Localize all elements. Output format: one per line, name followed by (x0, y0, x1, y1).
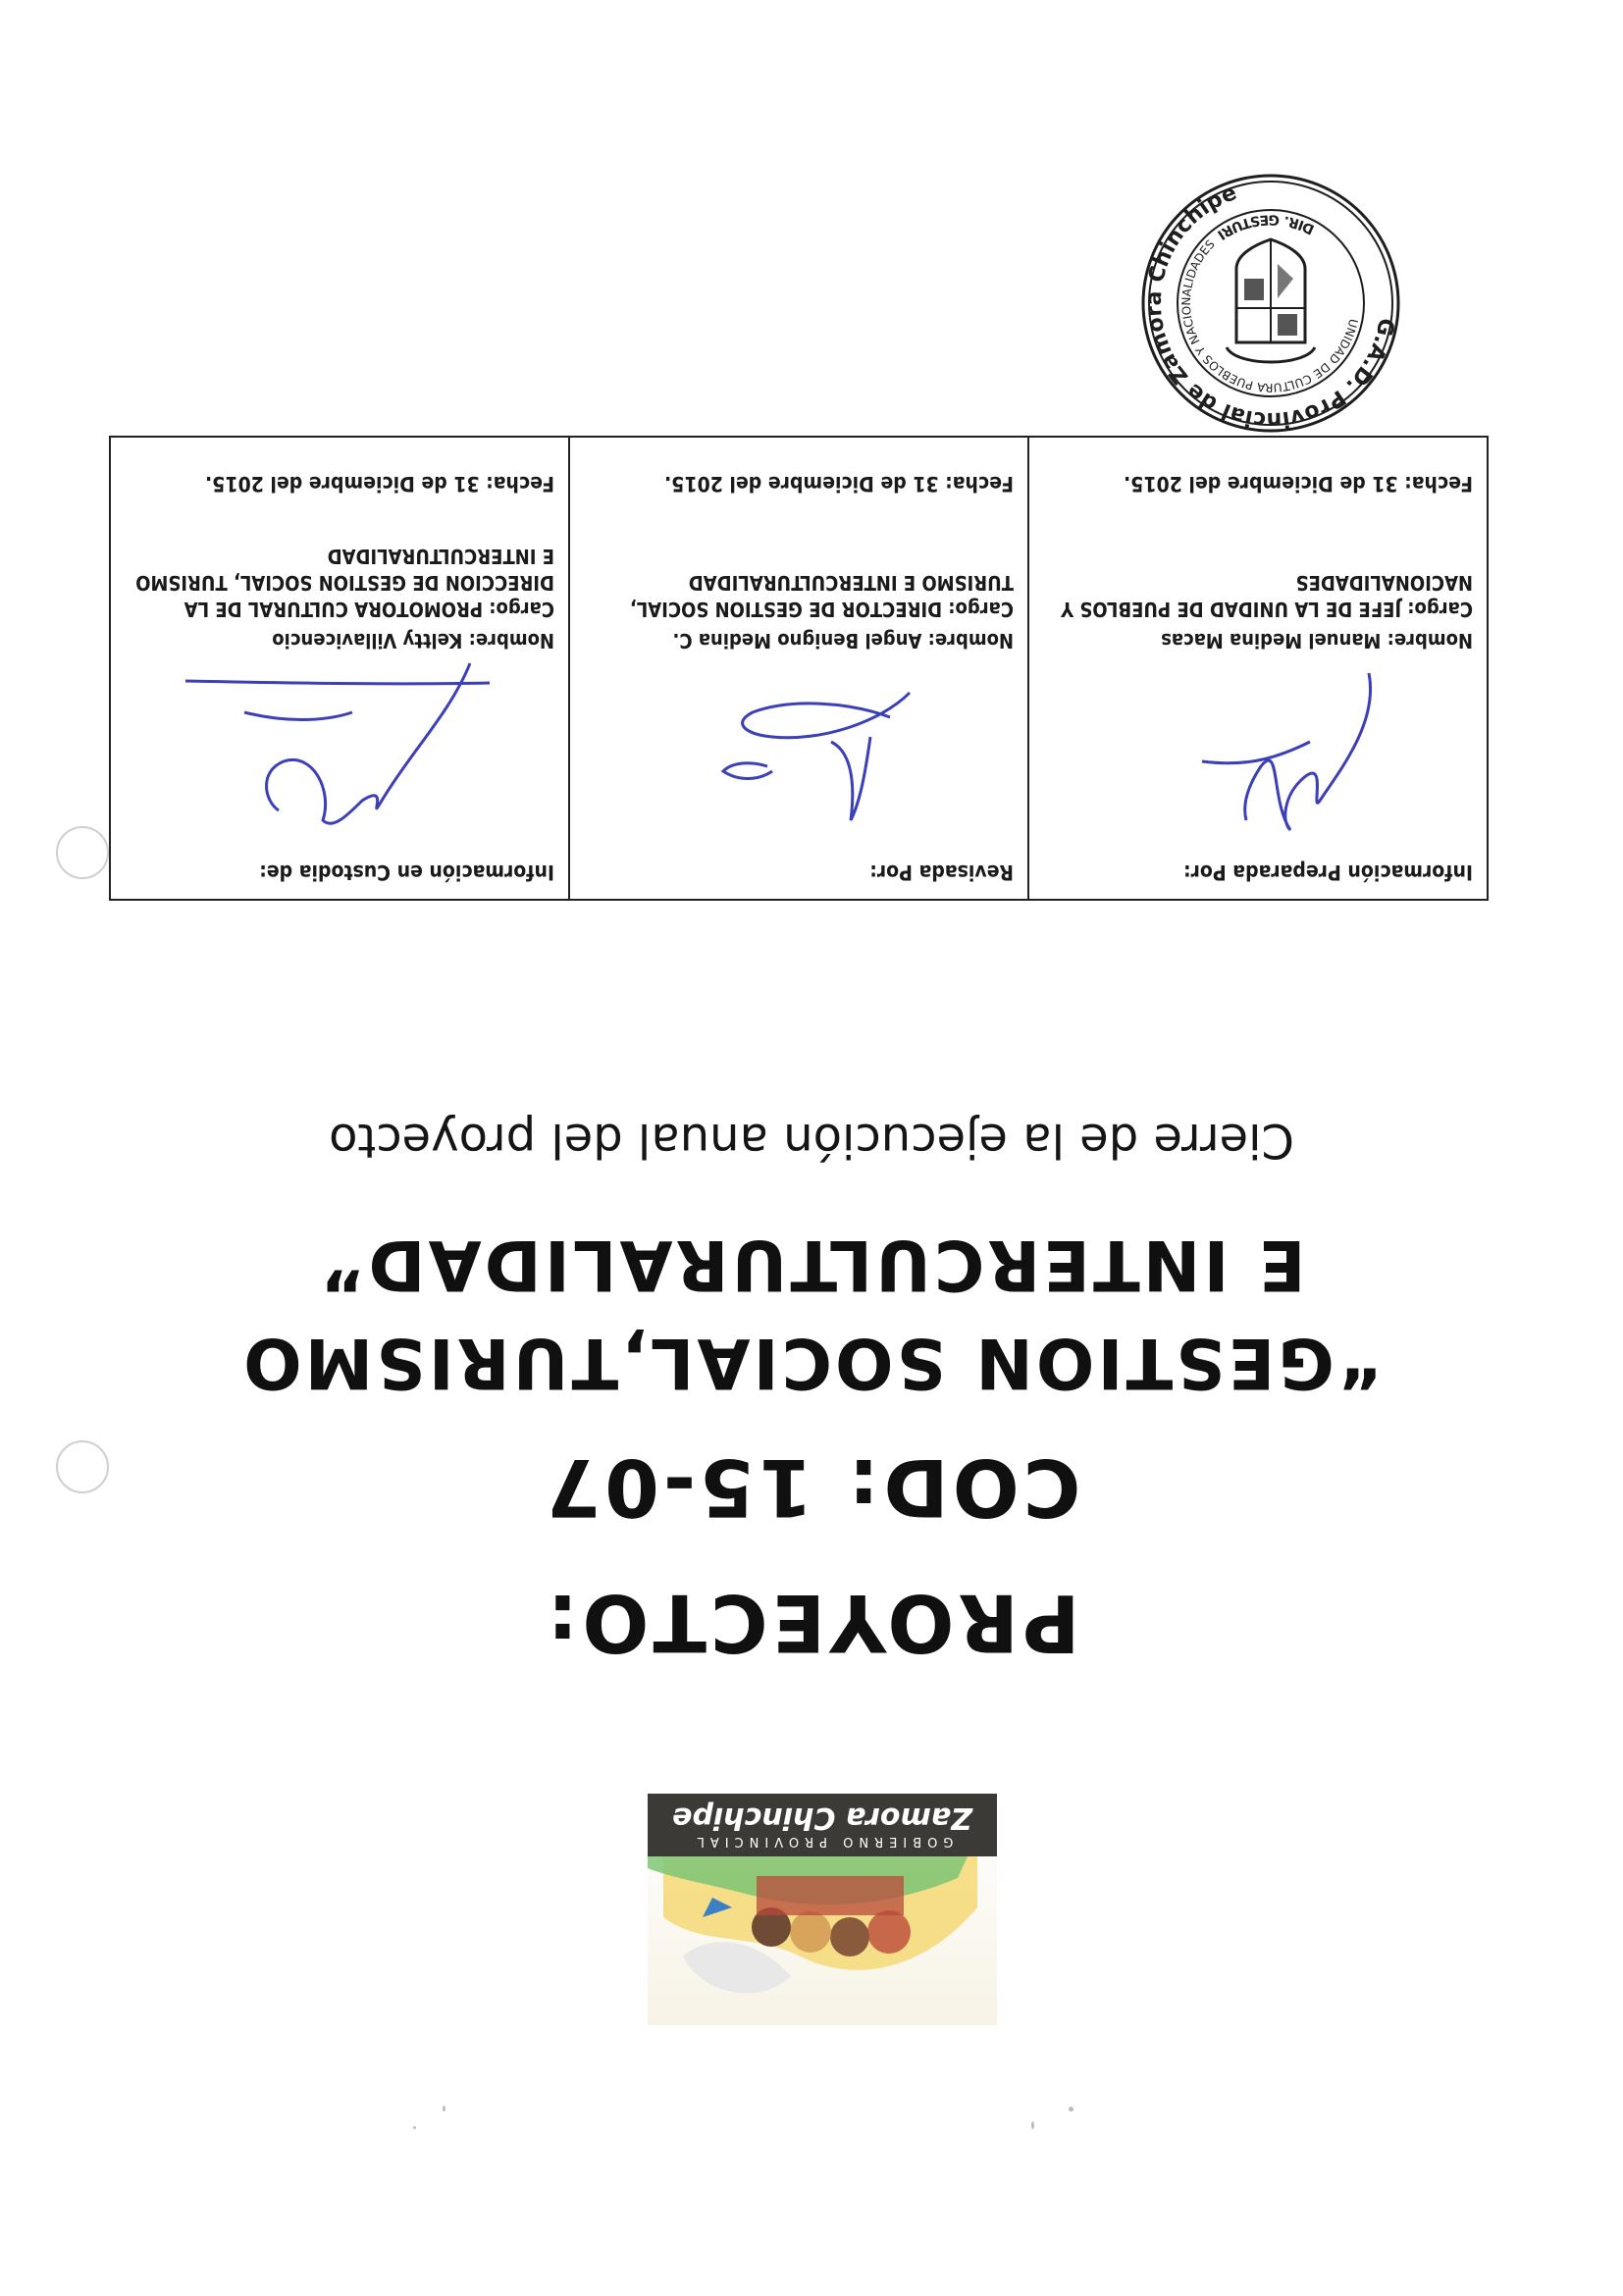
signer-name: Nombre: Manuel Medina Macas (1161, 629, 1473, 652)
handwritten-signature-icon (674, 653, 969, 860)
project-name-line-1: “GESTION SOCIAL,TURISMO (240, 1323, 1383, 1403)
logo-illustration-icon (648, 1856, 997, 2025)
scan-speck (443, 2106, 445, 2112)
signature-date: Fecha: 31 de Diciembre del 2015. (1124, 472, 1473, 496)
signature-cell-reviewed (568, 438, 1027, 899)
signature-heading: Revisada Por: (869, 861, 1014, 884)
punch-hole (56, 826, 109, 879)
signer-position: Cargo: JEFE DE LA UNIDAD DE PUEBLOS Y NACIONALIDADES (1061, 571, 1473, 621)
logo-banner (648, 1794, 997, 1856)
handwritten-signature-icon (176, 644, 509, 860)
signature-cell-prepared (1027, 438, 1487, 899)
seal-bottom-text: DIR. GESTURI (1214, 211, 1318, 243)
signature-heading: Información en Custodia de: (259, 861, 554, 884)
signer-position: Cargo: DIRECTOR DE GESTION SOCIAL, TURISMO E INTERCULTURALIDAD (629, 571, 1014, 621)
seal-outer-text: G.A.D. Provincial de Zamora Chinchipe (1141, 181, 1399, 433)
signer-name: Nombre: Keltty Villavicencio (272, 629, 554, 652)
signer-name: Nombre: Angel Benigno Medina C. (672, 629, 1014, 652)
signature-date: Fecha: 31 de Diciembre del 2015. (205, 472, 554, 496)
handwritten-signature-icon (1173, 663, 1428, 860)
logo-name-text: Zamora Chinchipe (672, 1800, 972, 1835)
seal-icon (1138, 171, 1403, 436)
scan-speck (1069, 2107, 1073, 2112)
project-name-line-2: E INTERCULTURALIDAD” (317, 1225, 1306, 1305)
signature-cell-custody (111, 438, 568, 899)
scan-speck (1031, 2121, 1034, 2129)
signature-table (109, 436, 1489, 901)
signature-heading: Información Preparada Por: (1183, 861, 1473, 884)
signature-date: Fecha: 31 de Diciembre del 2015. (664, 472, 1014, 496)
project-heading: PROYECTO: (543, 1577, 1080, 1668)
official-seal-stamp (1138, 171, 1403, 436)
logo-gobierno-text: GOBIERNO PROVINCIAL (691, 1834, 954, 1849)
scan-speck (413, 2126, 416, 2129)
seal-inner-text: UNIDAD DE CULTURA PUEBLOS Y NACIONALIDADES (1178, 236, 1361, 395)
provincial-logo (648, 1794, 997, 2025)
document-subtitle: Cierre de la ejecución anual del proyecto (329, 1113, 1294, 1168)
project-code: COD: 15-07 (542, 1441, 1081, 1533)
punch-hole (56, 1440, 109, 1493)
signer-position: Cargo: PROMOTORA CULTURAL DE LA DIRECCION DE GESTION SOCIAL, TURISMO E INTERCULTURALIDAD (135, 545, 554, 621)
